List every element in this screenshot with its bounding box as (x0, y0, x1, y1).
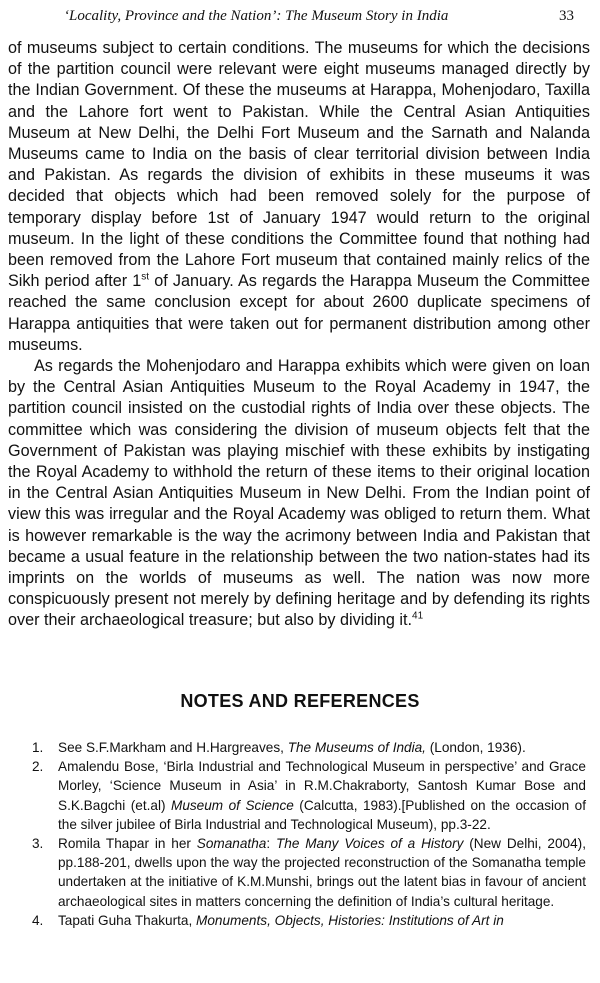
note-title: Museum of Science (171, 797, 294, 813)
note-text: : (266, 836, 276, 852)
note-text: See S.F.Markham and H.Hargreaves, (58, 740, 288, 755)
note-text: (New Delhi, 2004), pp.188-201, dwells upon the way the projected reconstruction of the Somanatha temple undertaken at the initiative of K.M.Munshi, brings out the latent bias in favour of ancient archaeological sites in matters concerning the definition of India’s cultural heritage. (58, 836, 586, 909)
notes-list (30, 738, 586, 930)
note-item (30, 911, 586, 930)
note-number: 3. (32, 836, 44, 852)
paragraph-1 (8, 38, 590, 356)
note-title: Monuments, Objects, Histories: Institutions of Art in (196, 912, 504, 928)
note-item (30, 757, 586, 834)
paragraph-2-text: As regards the Mohenjodaro and Harappa exhibits which were given on loan by the Central Asian Antiquities Museum to the Royal Academy in 1947, the partition council insisted on the custodial rights of India over these objects. The committee which was considering the division of museum objects felt that the Government of Pakistan was playing mischief with these exhibits by instigating the Royal Academy to withhold the return of these items to their original location in the Central Asian Antiquities Museum in New Delhi. From the Indian point of view this was irregular and the Royal Academy was obliged to return them. What is however remarkable is the way the acrimony between India and Pakistan that became a usual feature in the relationship between the two nation-states had its imprints on the worlds of museums as well. The nation was now more conspicuously present not merely by defining heritage and by defending its rights over their archaeological treasure; but also by dividing it. (8, 357, 590, 630)
notes-heading: NOTES AND REFERENCES (180, 691, 420, 711)
note-title: Somanatha (196, 836, 267, 852)
note-text: Romila Thapar in her (58, 836, 197, 852)
note-number: 1. (32, 740, 44, 755)
note-title: The Museums of India, (287, 740, 426, 755)
note-text: Amalendu Bose, ‘Birla Industrial and Technological Museum in perspective’ and Grace Morley, ‘Science Museum in Asia’ in R.M.Chakraborty, Santosh Kumar Bose and S.K.Bagchi (et.al) (58, 759, 586, 813)
page-number: 33 (559, 8, 574, 24)
note-number: 4. (32, 912, 44, 928)
note-item (30, 834, 586, 911)
main-text (8, 38, 590, 632)
paragraph-1-part-b: of January. As regards the Harappa Museum the Committee reached the same conclusion except for about 2600 duplicate specimens of Harappa antiquities that were taken out for permanent distribution among other museums. (8, 272, 591, 354)
note-text: (London, 1936). (425, 740, 526, 755)
running-header (12, 6, 584, 28)
paragraph-1-part-a: of museums subject to certain conditions. The museums for which the decisions of the partition council were relevant were eight museums managed directly by the Indian Government. Of these the museums at Harappa, Mohenjodaro, Taxilla and the Lahore fort went to Pakistan. While the Central Asian Antiquities Museum at New Delhi, the Delhi Fort Museum and the Sarnath and Nalanda Museums came to India on the basis of clear territorial division between India and Pakistan. As regards the division of exhibits in these museums it was decided that objects which had been removed solely for the purpose of temporary display before 1st of January 1947 would return to the original museum. In the light of these conditions the Committee found that nothing had been removed from the Lahore Fort museum that contained mainly relics of the Sikh period after 1 (8, 39, 590, 291)
note-item (30, 738, 586, 757)
note-title: The Many Voices of a History (275, 836, 464, 852)
footnote-ref-41: 41 (412, 611, 424, 623)
running-title: ‘Locality, Province and the Nation’: The Museum Story in India (64, 8, 449, 24)
note-number: 2. (32, 759, 44, 775)
superscript-st: st (141, 271, 150, 283)
paragraph-2 (8, 356, 590, 632)
note-text: (Calcutta, 1983).[Published on the occasion of the silver jubilee of Birla Industrial and Technological Museum), pp.3-22. (58, 797, 586, 832)
note-text: Tapati Guha Thakurta, (58, 912, 197, 928)
